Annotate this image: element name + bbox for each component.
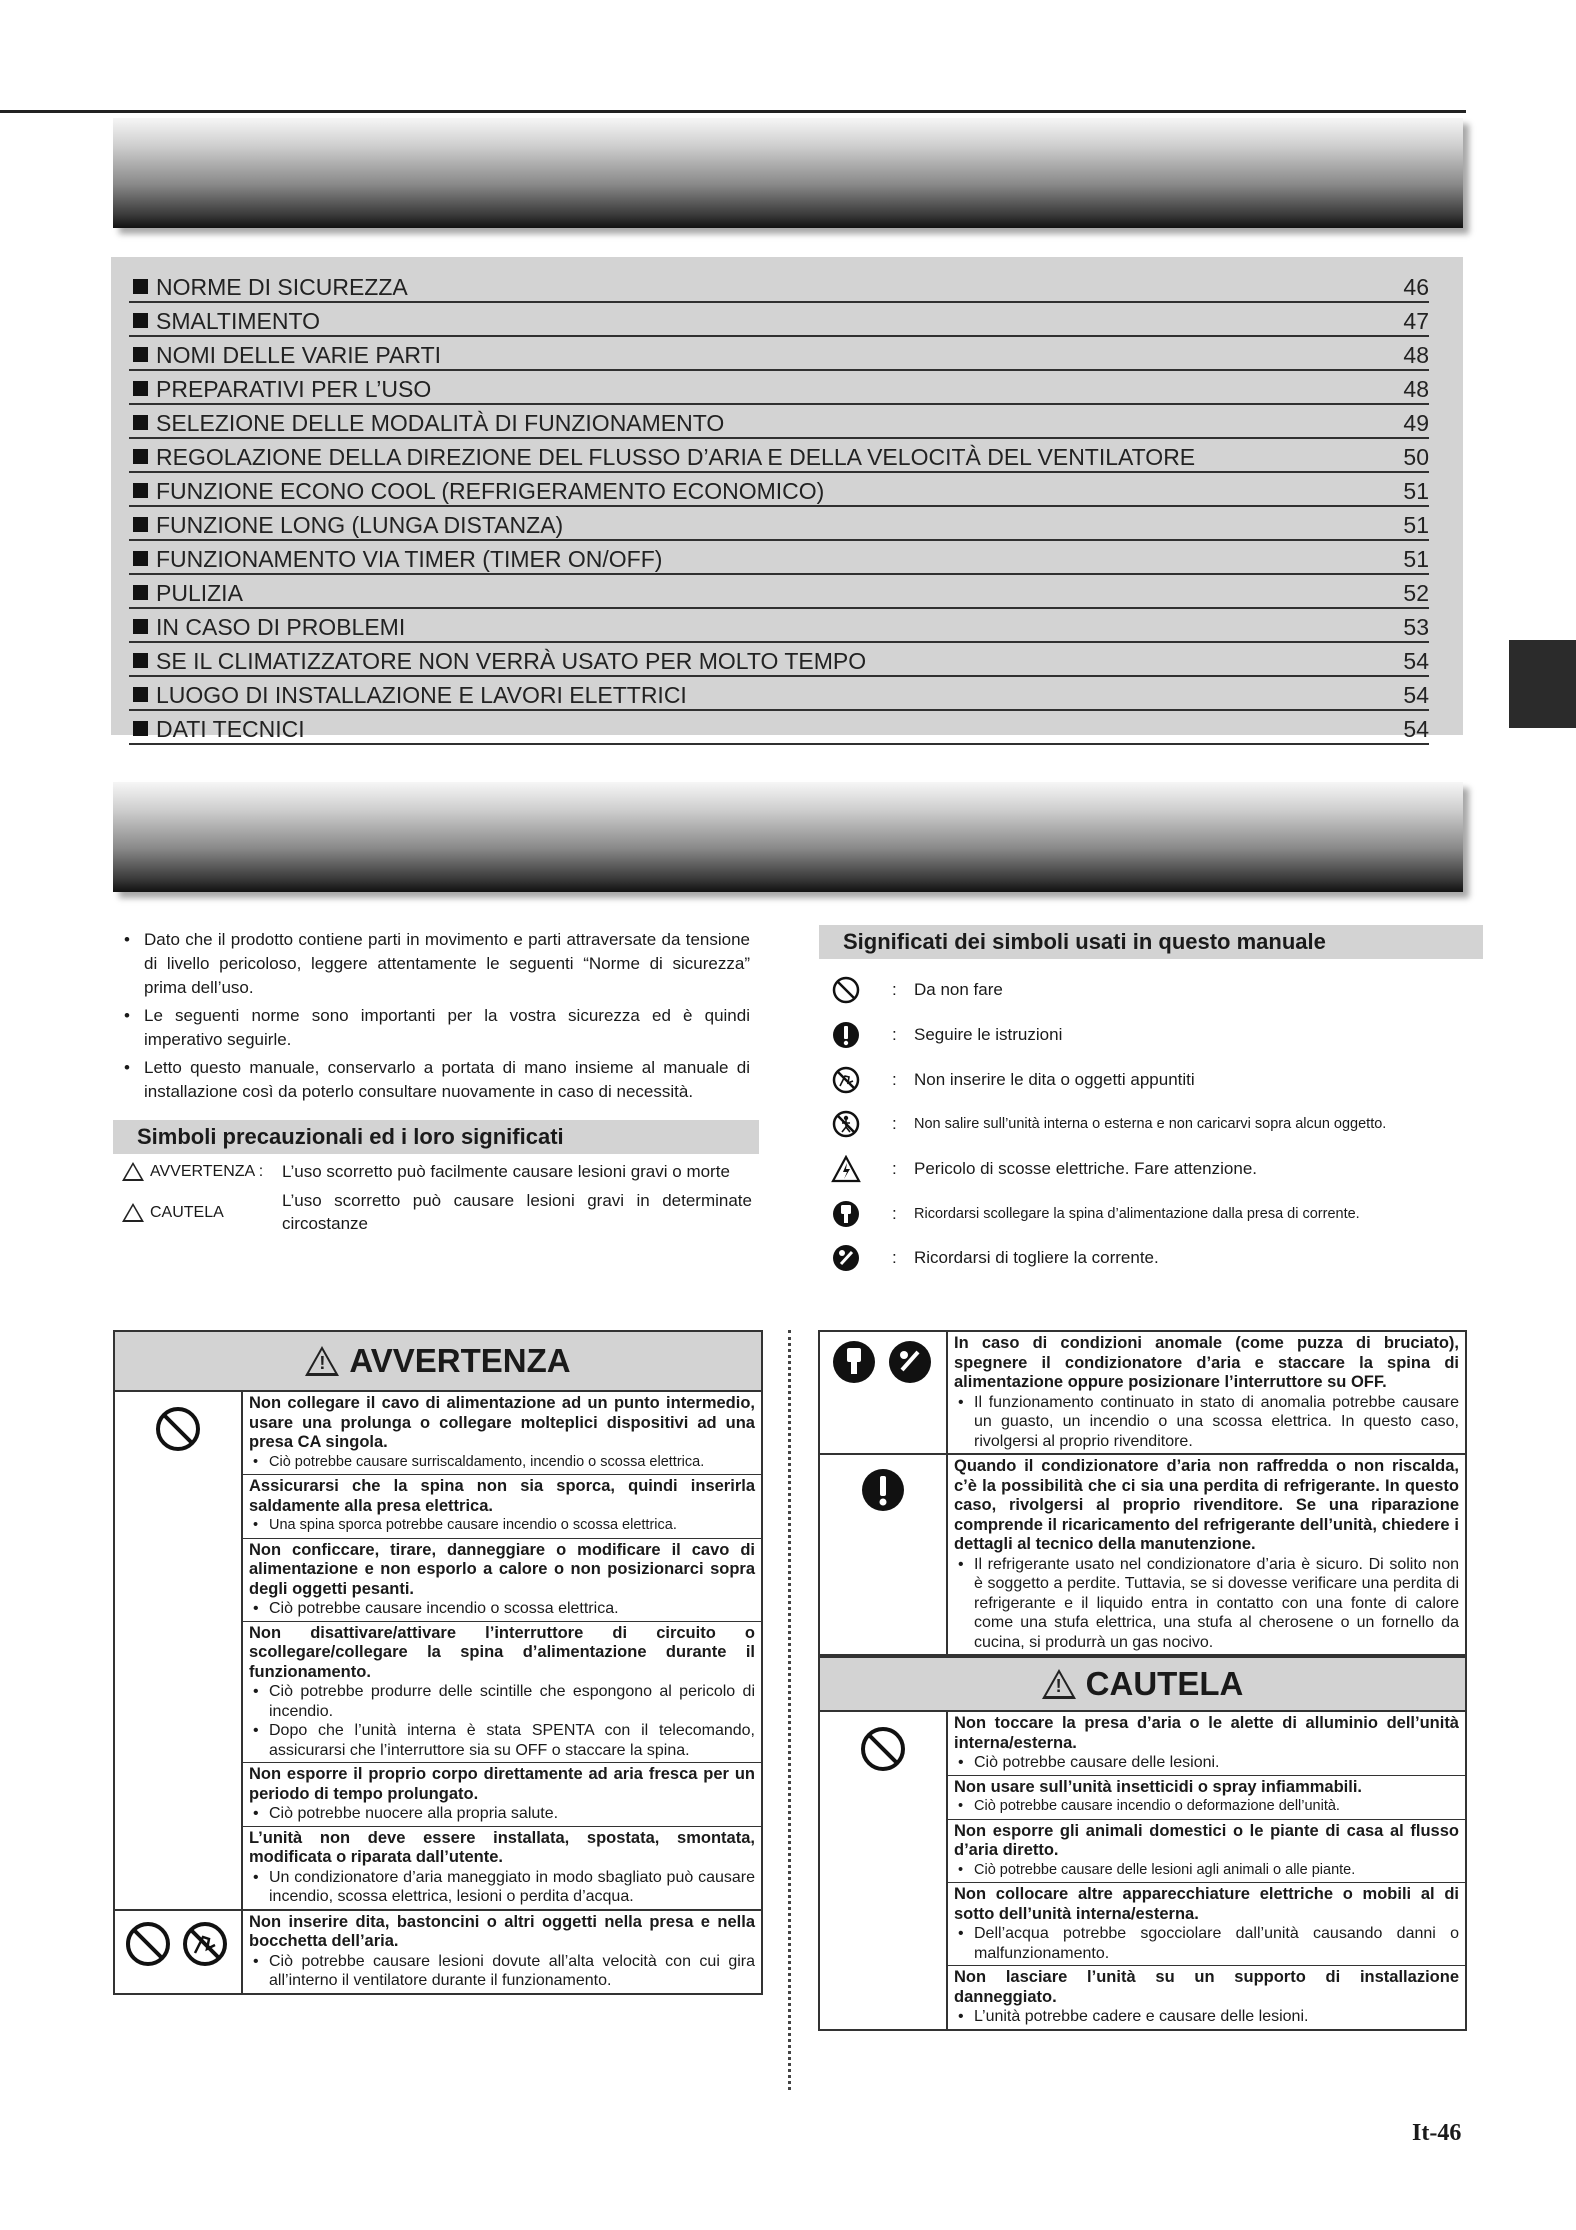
warning-table-continued (818, 1330, 1467, 2031)
toc-page: 54 (1403, 682, 1429, 708)
top-rule (0, 110, 1466, 113)
power-off-icon (830, 1242, 862, 1274)
colon: : (892, 1114, 897, 1134)
toc-row (129, 643, 1429, 677)
symbol-meaning: Ricordarsi di togliere la corrente. (914, 1248, 1159, 1268)
symbol-row (830, 1236, 1470, 1281)
safety-item-note: • L’unità potrebbe cadere e causare delle lesioni. (954, 2007, 1459, 2027)
square-bullet-icon (133, 619, 148, 634)
toc-page: 48 (1403, 376, 1429, 402)
prohibited-fingers-icons (115, 1911, 243, 1993)
safety-item-note: • Ciò potrebbe causare delle lesioni agli animali o alle piante. (954, 1861, 1459, 1881)
precaution-symbols (122, 1160, 752, 1241)
safety-item-heading: Assicurarsi che la spina non sia sporca, quindi inserirla saldamente alla presa elettrica. (249, 1477, 755, 1515)
toc-page: 47 (1403, 308, 1429, 334)
toc-title: SELEZIONE DELLE MODALITÀ DI FUNZIONAMENTO (156, 410, 725, 436)
symbol-legend (830, 968, 1470, 1281)
caution-table-header: ! CAUTELA (820, 1656, 1465, 1712)
prohibited-icon (115, 1392, 243, 1909)
square-bullet-icon (133, 483, 148, 498)
exclamation-icon (830, 1019, 862, 1051)
colon: : (892, 1203, 897, 1223)
safety-item (948, 1883, 1465, 1966)
safety-item (243, 1911, 761, 1993)
safety-item-heading: Non esporre gli animali domestici o le piante di casa al flusso d’aria diretto. (954, 1821, 1459, 1859)
symbol-row (830, 1147, 1470, 1192)
toc-title: FUNZIONE LONG (LUNGA DISTANZA) (156, 512, 564, 538)
colon: : (892, 980, 897, 1000)
safety-item-heading: Non disattivare/attivare l’interruttore di circuito o scollegare/collegare la spina d’alimentazione durante il funzionamento. (249, 1623, 755, 1681)
toc-page: 49 (1403, 410, 1429, 436)
square-bullet-icon (133, 551, 148, 566)
safety-item-heading: Quando il condizionatore d’aria non raffredda o non riscalda, c’è la possibilità che ci sia una perdita di refrigerante. In questo caso, rivolgersi al proprio rivenditore. Se una riparazione comprende il ricaricamento del refrigerante dell’unità, chiedere i dettagli al tecnico della manutenzione. (954, 1457, 1459, 1553)
table-of-contents (111, 257, 1463, 742)
toc-title: PULIZIA (156, 580, 243, 606)
warning-table-header: ! AVVERTENZA (115, 1332, 761, 1392)
safety-item-note: • Ciò potrebbe produrre delle scintille che espongono al pericolo di incendio. (249, 1682, 755, 1721)
colon: : (892, 1248, 897, 1268)
toc-title: NOMI DELLE VARIE PARTI (156, 342, 442, 368)
toc-page: 48 (1403, 342, 1429, 368)
safety-item-note: • Dopo che l’unità interna è stata SPENTA con il telecomando, assicurarsi che l’interruttore sia su OFF o staccare la spina. (249, 1721, 755, 1760)
intro-bullets (122, 928, 750, 1108)
toc-row (129, 711, 1429, 745)
safety-item (243, 1475, 761, 1539)
safety-item (948, 1712, 1465, 1776)
square-bullet-icon (133, 279, 148, 294)
safety-item-heading: In caso di condizioni anomale (come puzza di bruciato), spegnere il condizionatore d’aria e staccare la spina di alimentazione oppure posizionare l’interruttore su OFF. (954, 1334, 1459, 1391)
toc-title: FUNZIONE ECONO COOL (REFRIGERAMENTO ECONOMICO) (156, 478, 825, 504)
toc-page: 46 (1403, 274, 1429, 300)
toc-row (129, 677, 1429, 711)
safety-item-heading: Non esporre il proprio corpo direttamente ad aria fresca per un periodo di tempo prolungato. (249, 1765, 755, 1803)
toc-title: LUOGO DI INSTALLAZIONE E LAVORI ELETTRICI (156, 682, 687, 708)
symbol-row (830, 1102, 1470, 1147)
page-number: It-46 (1412, 2120, 1462, 2146)
symbol-meaning: Non salire sull’unità interna o esterna e non caricarvi sopra alcun oggetto. (914, 1116, 1387, 1133)
safety-item (243, 1392, 761, 1475)
safety-item-note: • Ciò potrebbe causare incendio o scossa elettrica. (249, 1599, 755, 1619)
toc-row (129, 371, 1429, 405)
symbol-row (830, 1057, 1470, 1102)
caution-label: CAUTELA (150, 1203, 224, 1221)
safety-item (948, 1455, 1465, 1654)
toc-page: 51 (1403, 478, 1429, 504)
caution-triangle-icon (122, 1203, 144, 1222)
intro-bullet: • Dato che il prodotto contiene parti in movimento e parti attraversate da tensione di livello pericoloso, leggere attentamente le seguenti “Norme di sicurezza” prima dell’uso. (122, 928, 750, 1000)
toc-row (129, 405, 1429, 439)
symbol-row (830, 1013, 1470, 1058)
toc-row (129, 575, 1429, 609)
toc-title: NORME DI SICUREZZA (156, 274, 408, 300)
safety-item-heading: Non toccare la presa d’aria o le alette di alluminio dell’unità interna/esterna. (954, 1714, 1459, 1752)
warning-triangle-icon (122, 1162, 144, 1181)
safety-item-note: • Ciò potrebbe causare incendio o deformazione dell’unità. (954, 1797, 1459, 1817)
toc-title: SE IL CLIMATIZZATORE NON VERRÀ USATO PER MOLTO TEMPO (156, 648, 867, 674)
safety-item (243, 1622, 761, 1764)
symbol-meaning: Seguire le istruzioni (914, 1025, 1063, 1045)
toc-page: 52 (1403, 580, 1429, 606)
precautions-heading: Simboli precauzionali ed i loro significati (113, 1120, 759, 1154)
toc-title: FUNZIONAMENTO VIA TIMER (TIMER ON/OFF) (156, 546, 663, 572)
colon: : (892, 1025, 897, 1045)
toc-title: IN CASO DI PROBLEMI (156, 614, 406, 640)
toc-page: 53 (1403, 614, 1429, 640)
square-bullet-icon (133, 313, 148, 328)
prohibited-icon (830, 974, 862, 1006)
warning-group-instructions (820, 1455, 1465, 1656)
toc-row (129, 337, 1429, 371)
safety-item (948, 1776, 1465, 1820)
symbols-heading: Significati dei simboli usati in questo manuale (819, 925, 1483, 959)
safety-item-note: • Ciò potrebbe causare surriscaldamento, incendio o scossa elettrica. (249, 1453, 755, 1473)
safety-item (243, 1539, 761, 1622)
unplug-and-power-off-icons (820, 1332, 948, 1453)
toc-row (129, 507, 1429, 541)
square-bullet-icon (133, 381, 148, 396)
toc-row (129, 439, 1429, 473)
toc-row (129, 269, 1429, 303)
electric-shock-icon (830, 1153, 862, 1185)
safety-item-heading: Non inserire dita, bastoncini o altri oggetti nella presa e nella bocchetta dell’aria. (249, 1912, 755, 1950)
square-bullet-icon (133, 449, 148, 464)
toc-row (129, 473, 1429, 507)
square-bullet-icon (133, 347, 148, 362)
no-climbing-icon (830, 1108, 862, 1140)
symbol-row (830, 968, 1470, 1013)
square-bullet-icon (133, 721, 148, 736)
safety-item-note: • Il refrigerante usato nel condizionatore d’aria è sicuro. Di solito non è soggetto a perdite. Tuttavia, se si dovesse verificare una perdita di refrigerante e il liquido entra in contatto con una fonte di calore come una stufa elettrica, una stufa al cherosene o un fornello da cucina, si produrrà un gas nocivo. (954, 1555, 1459, 1653)
safety-item (243, 1763, 761, 1827)
safety-item (243, 1827, 761, 1909)
toc-title: PREPARATIVI PER L’USO (156, 376, 432, 402)
square-bullet-icon (133, 585, 148, 600)
safety-item-note: • Ciò potrebbe nuocere alla propria salute. (249, 1804, 755, 1824)
symbol-row (830, 1191, 1470, 1236)
toc-page: 50 (1403, 444, 1429, 470)
symbol-meaning: Da non fare (914, 980, 1003, 1000)
safety-item-note: • Una spina sporca potrebbe causare incendio o scossa elettrica. (249, 1516, 755, 1536)
caution-triangle-icon: ! (1042, 1669, 1076, 1699)
exclamation-icon (820, 1455, 948, 1654)
toc-title: DATI TECNICI (156, 716, 305, 742)
colon: : (892, 1159, 897, 1179)
warning-table (113, 1330, 763, 1995)
no-fingers-icon (830, 1064, 862, 1096)
safety-item (948, 1966, 1465, 2029)
square-bullet-icon (133, 517, 148, 532)
intro-bullet: • Le seguenti norme sono importanti per la vostra sicurezza ed è quindi imperativo seguirle. (122, 1004, 750, 1052)
toc-row (129, 541, 1429, 575)
caution-group (820, 1712, 1465, 2029)
toc-title: SMALTIMENTO (156, 308, 320, 334)
square-bullet-icon (133, 415, 148, 430)
safety-item-note: • Ciò potrebbe causare delle lesioni. (954, 1753, 1459, 1773)
prohibited-icon (820, 1712, 948, 2029)
square-bullet-icon (133, 687, 148, 702)
safety-item (948, 1332, 1465, 1453)
warning-group-prohibited (115, 1392, 761, 1911)
safety-item-heading: Non conficcare, tirare, danneggiare o modificare il cavo di alimentazione e non esporlo a calore o non posizionarci sopra degli oggetti pesanti. (249, 1540, 755, 1598)
symbol-meaning: Non inserire le dita o oggetti appuntiti (914, 1069, 1195, 1089)
warning-label: AVVERTENZA : (150, 1163, 264, 1180)
toc-page: 54 (1403, 716, 1429, 742)
safety-item-heading: Non usare sull’unità insetticidi o spray infiammabili. (954, 1777, 1363, 1796)
unplug-icon (830, 1198, 862, 1230)
toc-page: 54 (1403, 648, 1429, 674)
safety-item-note: • Ciò potrebbe causare lesioni dovute all’alta velocità con cui gira all’interno il ventilatore durante il funzionamento. (249, 1952, 755, 1991)
language-side-tab (1509, 640, 1576, 728)
toc-page: 51 (1403, 546, 1429, 572)
toc-title: REGOLAZIONE DELLA DIREZIONE DEL FLUSSO D’ARIA E DELLA VELOCITÀ DEL VENTILATORE (156, 444, 1196, 470)
square-bullet-icon (133, 653, 148, 668)
safety-item (948, 1820, 1465, 1884)
caution-text: L’uso scorretto può causare lesioni gravi in determinate circostanze (282, 1191, 752, 1233)
colon: : (892, 1069, 897, 1089)
intro-bullet: • Letto questo manuale, conservarlo a portata di mano insieme al manuale di installazione così da poterlo consultare nuovamente in caso di necessità. (122, 1056, 750, 1104)
symbol-meaning: Pericolo di scosse elettriche. Fare attenzione. (914, 1159, 1258, 1179)
toc-row (129, 609, 1429, 643)
safety-banner (113, 782, 1463, 892)
toc-page: 51 (1403, 512, 1429, 538)
safety-item-note: • Dell’acqua potrebbe sgocciolare dall’unità causando danni o malfunzionamento. (954, 1924, 1459, 1963)
safety-item-heading: L’unità non deve essere installata, spostata, smontata, modificata o riparata dall’utente. (249, 1828, 755, 1866)
symbol-meaning: Ricordarsi scollegare la spina d’alimentazione dalla presa di corrente. (914, 1205, 1360, 1222)
safety-item-heading: Non lasciare l’unità su un supporto di installazione danneggiato. (954, 1968, 1459, 2006)
warning-group-fingers (115, 1911, 761, 1993)
safety-item-heading: Non collocare altre apparecchiature elettriche o mobili al di sotto dell’unità interna/esterna. (954, 1885, 1459, 1923)
safety-item-note: • Il funzionamento continuato in stato di anomalia potrebbe causare un guasto, un incendio o una scossa elettrica. In questo caso, rivolgersi al proprio rivenditore. (954, 1393, 1459, 1452)
column-separator (788, 1330, 791, 2090)
toc-row (129, 303, 1429, 337)
contents-banner (113, 118, 1463, 228)
warning-text: L’uso scorretto può facilmente causare lesioni gravi o morte (282, 1162, 730, 1181)
safety-item-heading: Non collegare il cavo di alimentazione ad un punto intermedio, usare una prolunga o collegare molteplici dispositivi ad una presa CA singola. (249, 1394, 755, 1451)
safety-item-note: • Un condizionatore d’aria maneggiato in modo sbagliato può causare incendio, scossa elettrica, lesioni o perdita d’acqua. (249, 1868, 755, 1907)
warning-triangle-icon: ! (305, 1346, 339, 1376)
warning-group-unplug (820, 1332, 1465, 1455)
